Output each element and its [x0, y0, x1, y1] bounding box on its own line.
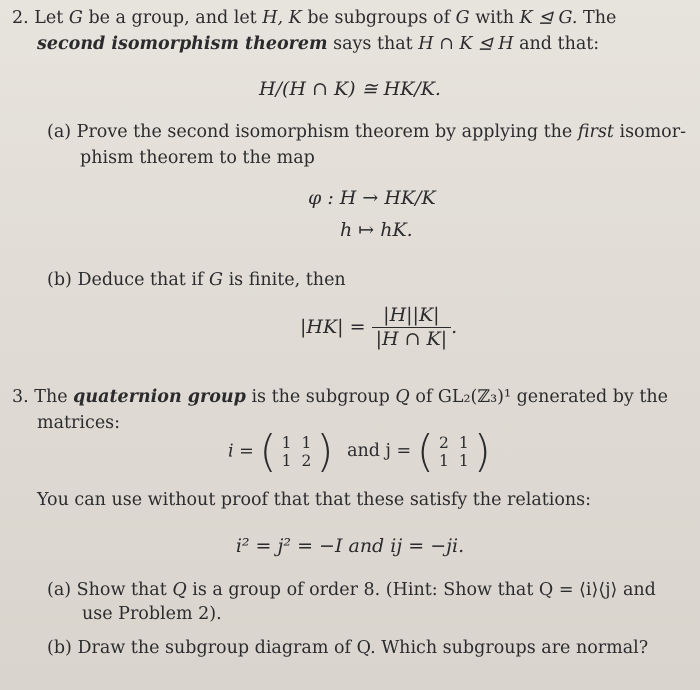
isomorphism-statement: H/(H ∩ K) ≅ HK/K. [259, 78, 441, 100]
problem-3-line-2: matrices: [37, 413, 121, 433]
problem-3b-line: (b) Draw the subgroup diagram of Q. Which subgroups are normal? [47, 638, 649, 658]
group-name: quaternion group [73, 387, 246, 407]
fraction-denominator: |H ∩ K| [375, 328, 448, 350]
problem-3a-line-1: (a) Show that Q is a group of order 8. (Hint: Show that Q = ⟨i⟩⟨j⟩ and [47, 580, 656, 600]
problem-2a-line-2: phism theorem to the map [80, 148, 315, 168]
order-fraction [372, 306, 452, 349]
matrix-i: ( 1 1 1 2 ) [259, 426, 334, 477]
matrix-j: ( 2 1 1 1 ) [416, 426, 491, 477]
relations-intro: You can use without proof that that these satisfy the relations: [37, 490, 592, 510]
problem-3-line-1: 3. The quaternion group is the subgroup Q of GL₂(ℤ₃)¹ generated by the [12, 387, 669, 407]
problem-2-line-2: second isomorphism theorem says that H ∩ K ⊴ H and that: [37, 34, 600, 54]
problem-2b-line-1: (b) Deduce that if G is finite, then [47, 270, 346, 290]
part-label: (b) [47, 270, 72, 290]
relations-equation: i² = j² = −I and ij = −ji. [235, 535, 465, 557]
theorem-name: second isomorphism theorem [37, 34, 328, 54]
problem-2-line-1: 2. Let G be a group, and let H, K be subgroups of G with K ⊴ G. The [12, 8, 617, 28]
part-label: (a) [47, 580, 72, 600]
problem-3-number: 3. [12, 387, 29, 407]
order-formula: |HK| = $\frac{|H||K|}{|H \cap K|}$ . [300, 304, 458, 350]
generator-matrices: i = ( 1 1 1 2 ) and j = ( 2 1 1 1 ) [228, 426, 491, 477]
problem-3a-line-2: use Problem 2). [82, 604, 222, 624]
part-label: (b) [47, 638, 72, 658]
problem-2-number: 2. [12, 8, 29, 28]
problem-2a-line-1: (a) Prove the second isomorphism theorem by applying the first isomor- [47, 122, 686, 142]
part-label: (a) [47, 122, 72, 142]
map-definition-line-2: h ↦ hK. [340, 219, 413, 241]
fraction-numerator: |H||K| [372, 306, 452, 328]
map-definition-line-1: φ : H → HK/K [308, 187, 436, 209]
